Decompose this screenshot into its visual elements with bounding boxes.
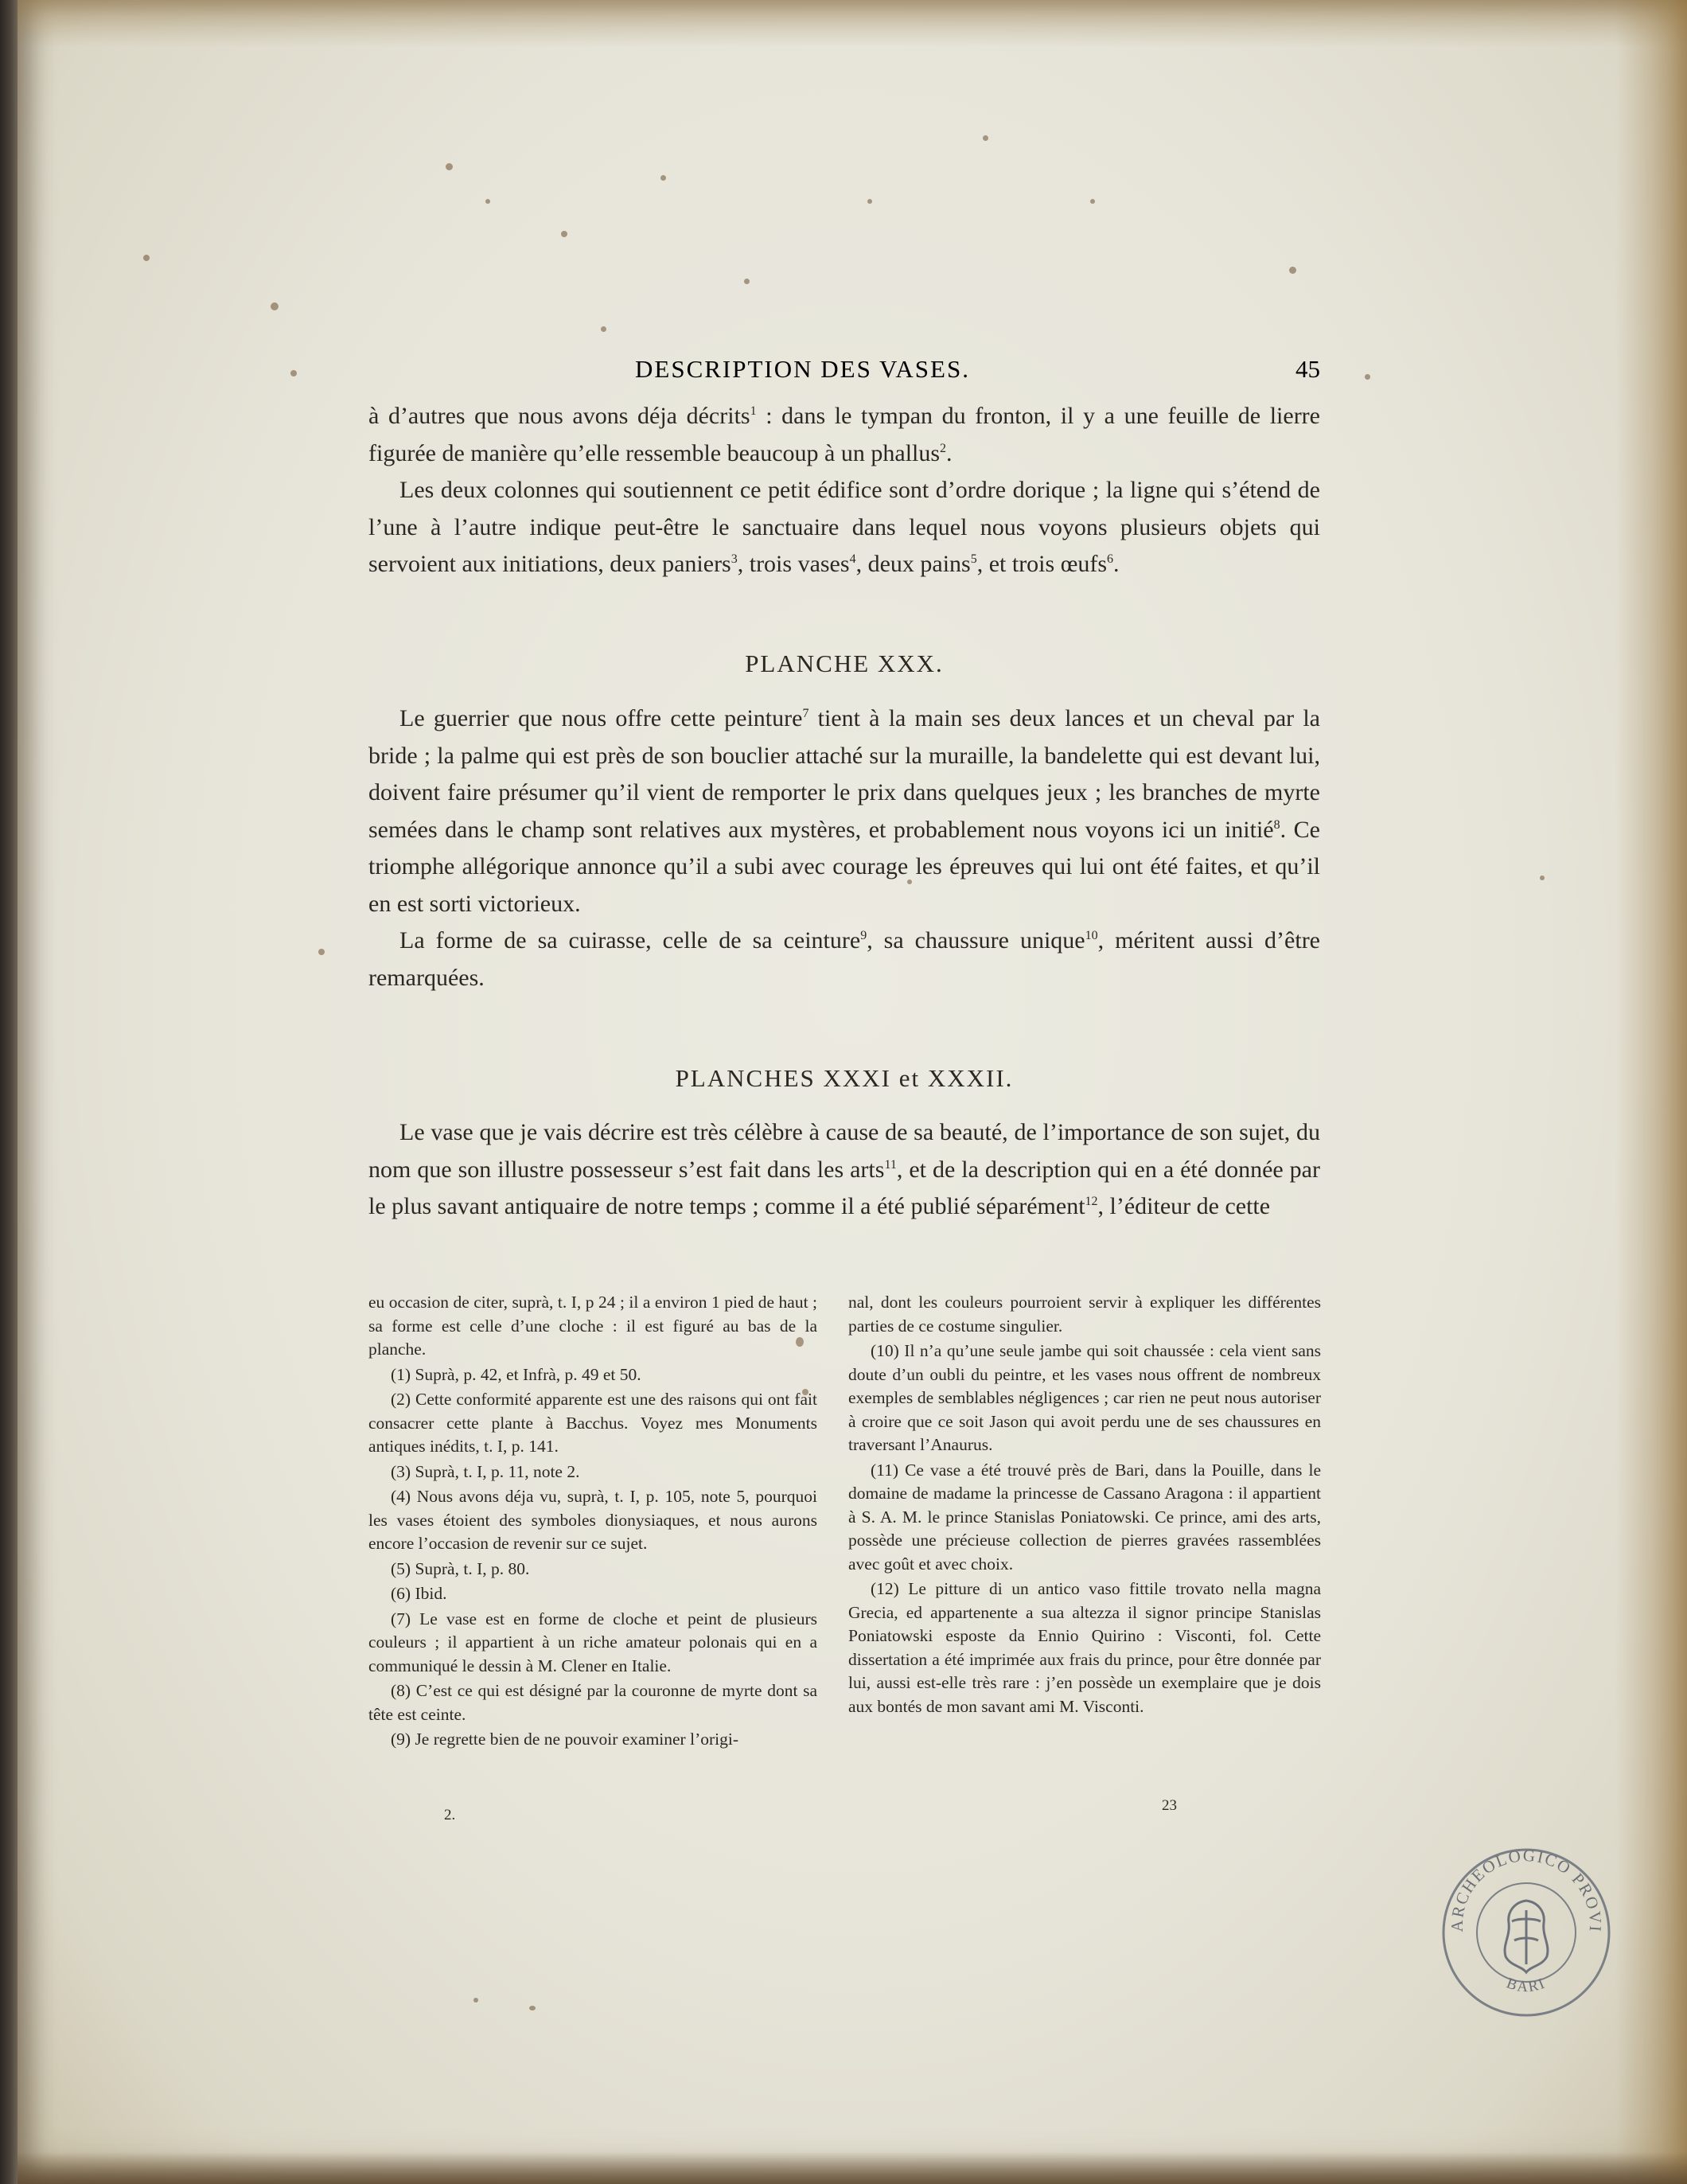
paragraph-3: Le guerrier que nous offre cette peinture$^7$ tient à la main ses deux lances et un cheval par la bride ; la palme qui est près de son bouclier attaché sur la muraille, la bandelette qui est devant lui, doivent faire présumer qu’il vient de remporter le prix dans quelques jeux ; les branches de myrte semées dans le champ sont relatives aux mystères, et probablement nous voyons ici un initié$^8$. Ce triomphe allégorique annonce qu’il a subi avec courage les épreuves qui lui ont été faites, et qu’il en est sorti victorieux.: [368, 705, 1321, 917]
footnote-entry: (8) C’est ce qui est désigné par la couronne de myrte dont sa tête est ceinte.: [368, 1681, 817, 1724]
footnote-entry: (4) Nous avons déja vu, suprà, t. I, p. 105, note 5, pourquoi les vases étoient des symboles dionysiaques, et nous aurons encore l’occasion de revenir sur ce sujet.: [368, 1487, 817, 1553]
page-number: 45: [1295, 355, 1320, 383]
footnote-entry: (6) Ibid.: [391, 1584, 447, 1603]
footnote-entry: (12) Le pitture di un antico vaso fittile trovato nella magna Grecia, ed appartenente a sua altezza il signor principe Stanislas Poniatowski esposte da Ennio Quirino : Visconti, fol. Cette dissertation a été imprimée aux frais du prince, pour être donnée par lui, aussi est-elle très rare : j’en possède un exemplaire que je dois aux bontés de mon savant ami M. Visconti.: [848, 1579, 1321, 1716]
footnotes-right-column: [848, 1291, 1321, 1718]
footnote-entry: (1) Suprà, p. 42, et Infrà, p. 49 et 50.: [391, 1364, 641, 1384]
stamp-seal-icon: [1439, 1845, 1614, 2020]
footnote-entry: (9) Je regrette bien de ne pouvoir examiner l’origi-: [391, 1730, 738, 1749]
footnotes-left-column: [368, 1291, 817, 1752]
footnote-entry: (5) Suprà, t. I, p. 80.: [391, 1558, 530, 1578]
section-heading-planche-xxx: PLANCHE XXX.: [745, 649, 944, 677]
page-edge-right: [1615, 0, 1687, 2184]
footnote-entry: (11) Ce vase a été trouvé près de Bari, dans la Pouille, dans le domaine de madame la princesse de Cassano Aragona : il appartient à S. A. M. le prince Stanislas Poniatowski. Ce prince, ami des arts, possède une précieuse collection de pierres gravées rassemblées avec goût et avec choix.: [848, 1460, 1321, 1574]
footnote-entry: (2) Cette conformité apparente est une des raisons qui ont fait consacrer cette plante à Bacchus. Voyez mes Monuments antiques inédits, t. I, p. 141.: [368, 1390, 817, 1456]
paragraph-1: à d’autres que nous avons déja décrits$^1$ : dans le tympan du fronton, il y a une feuille de lierre figurée de manière qu’elle ressemble beaucoup à un phallus$^2$.: [368, 403, 1320, 466]
footnote-entry: (3) Suprà, t. I, p. 11, note 2.: [391, 1461, 580, 1481]
signature-mark-right: 23: [1162, 1797, 1177, 1814]
body-text-middle: [368, 700, 1320, 996]
body-text-bottom: [368, 1114, 1320, 1226]
paragraph-5: Le vase que je vais décrire est très célèbre à cause de sa beauté, de l’importance de son sujet, du nom que son illustre possesseur s’est fait dans les arts$^{11}$, et de la description qui en a été donnée par le plus savant antiquaire de notre temps ; comme il a été publié séparément$^{12}$, l’éditeur de cette: [368, 1119, 1320, 1219]
footnote-entry: eu occasion de citer, suprà, t. I, p 24 ; il a environ 1 pied de haut ; sa forme est celle d’une cloche : il est figuré au bas de la planche.: [368, 1293, 817, 1359]
footnote-entry: (7) Le vase est en forme de cloche et peint de plusieurs couleurs ; il appartient à un riche amateur polonais qui en a communiqué le dessin à M. Clener en Italie.: [368, 1609, 817, 1675]
signature-mark-left: 2.: [444, 1807, 456, 1823]
stamp-city: BARI: [1504, 1975, 1549, 1996]
paragraph-4: La forme de sa cuirasse, celle de sa ceinture$^9$, sa chaussure unique$^{10}$, méritent aussi d’être remarquées.: [368, 927, 1320, 991]
footnote-entry: (10) Il n’a qu’une seule jambe qui soit chaussée : cela vient sans doute d’un oubli du peintre, et les vases nous offrent de nombreux exemples de semblables négligences ; car rien ne peut nous autoriser à croire que ce soit Jason qui avoit perdu une de ses chaussures en traversant l’Anaurus.: [848, 1341, 1321, 1454]
running-head: [368, 355, 1320, 387]
paragraph-2: Les deux colonnes qui soutiennent ce petit édifice sont d’ordre dorique ; la ligne qui s’étend de l’une à l’autre indique peut-être le sanctuaire dans lequel nous voyons plusieurs objets qui servoient aux initiations, deux paniers$^3$, trois vases$^4$, deux pains$^5$, et trois œufs$^6$.: [368, 477, 1320, 577]
book-spine: [0, 0, 18, 2184]
running-title: DESCRIPTION DES VASES.: [635, 355, 970, 383]
section-heading-planches-xxxi-xxxii: PLANCHES XXXI et XXXII.: [675, 1064, 1014, 1092]
page-edge-top: [18, 0, 1687, 48]
stamp-text: ARCHEOLOGICO PROVI: [1447, 1845, 1606, 1934]
museum-stamp: [1439, 1845, 1614, 2020]
page-edge-bottom: [18, 2152, 1687, 2184]
body-text-top: [368, 398, 1320, 583]
footnote-entry: nal, dont les couleurs pourroient servir à expliquer les différentes parties de ce costume singulier.: [848, 1293, 1321, 1336]
